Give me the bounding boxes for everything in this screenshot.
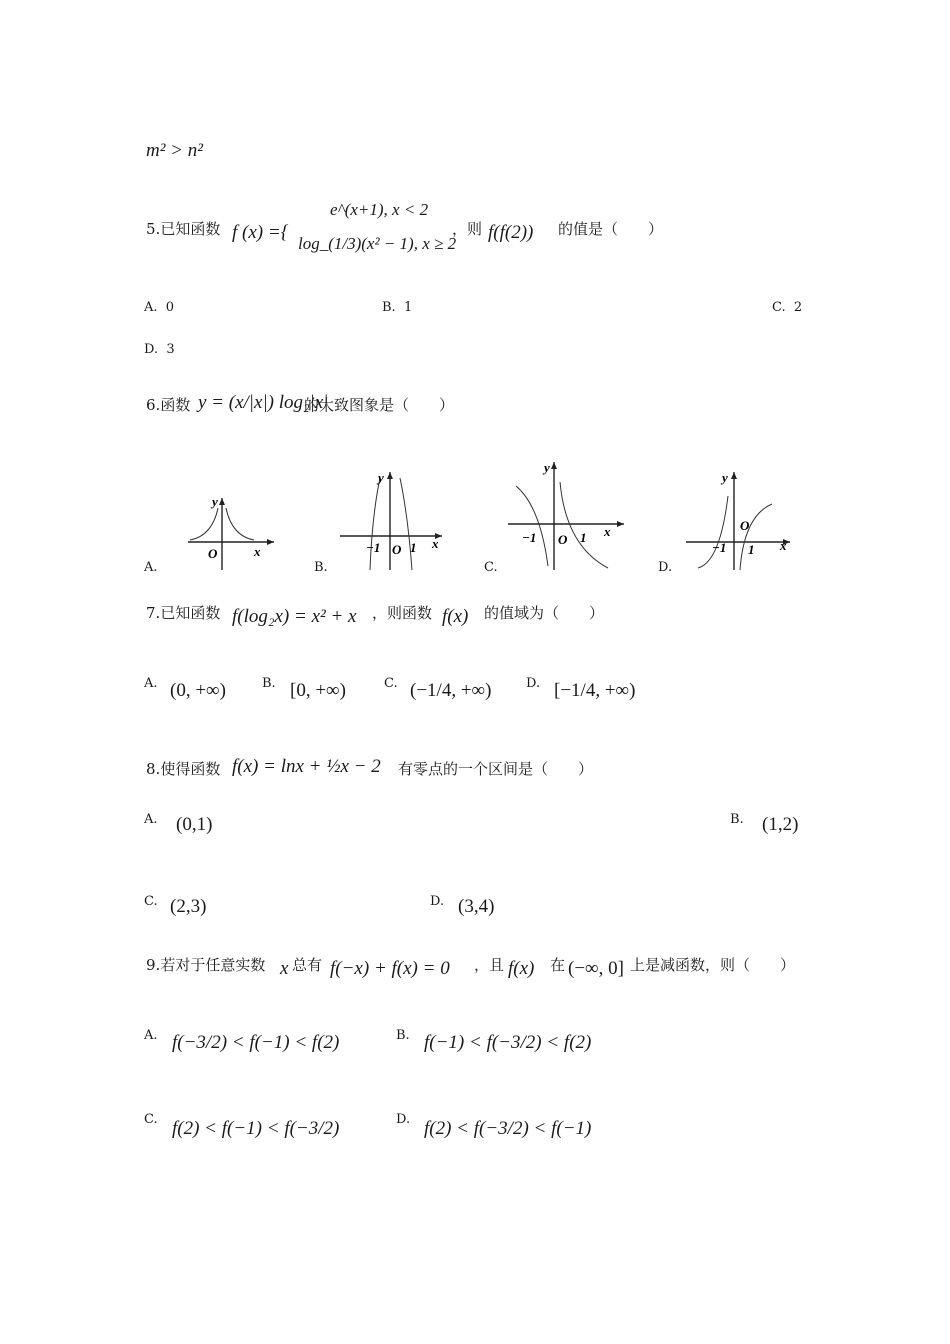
q7-option-d-label[interactable]: D. — [526, 676, 541, 691]
q8-option-d[interactable]: (3,4) — [458, 896, 495, 917]
q9-var: x — [280, 958, 289, 979]
q9-option-b-label[interactable]: B. — [396, 1028, 410, 1043]
svg-text:O: O — [740, 518, 750, 533]
q7-option-c[interactable]: (−1/4, +∞) — [410, 680, 492, 701]
q8-tail: 有零点的一个区间是（ ） — [398, 760, 594, 778]
q6-option-c-label[interactable]: C. — [484, 560, 498, 575]
q9-option-d[interactable]: f(2) < f(−3/2) < f(−1) — [424, 1118, 592, 1139]
q7-middle: ，则函数 — [372, 604, 433, 622]
q8-option-b-label[interactable]: B. — [730, 812, 744, 827]
q5-stem: 已知函数 — [160, 220, 221, 238]
q5-fx: f (x) ={ — [232, 222, 289, 243]
q7-number-stem: 7.已知函数 — [146, 604, 221, 622]
q9-fx: f(x) — [508, 958, 535, 979]
q6-graph-a[interactable] — [182, 490, 278, 572]
q7-option-c-label[interactable]: C. — [384, 676, 398, 691]
q8-number-stem: 8.使得函数 — [146, 760, 221, 778]
q9-option-b[interactable]: f(−1) < f(−3/2) < f(2) — [424, 1032, 592, 1053]
q7-option-a[interactable]: (0, +∞) — [170, 680, 226, 701]
q9-option-a-label[interactable]: A. — [144, 1028, 158, 1043]
q5-number-stem — [146, 218, 220, 239]
q6-func: y = (x/|x|) log₂|x| — [198, 392, 329, 413]
q7-func: f(log₂x) = x² + x — [232, 606, 357, 627]
svg-text:1: 1 — [410, 540, 417, 555]
svg-text:1: 1 — [748, 542, 755, 557]
q6-tail: 的大致图象是（ ） — [304, 396, 455, 414]
q7-option-a-label[interactable]: A. — [144, 676, 158, 691]
q5-ask: f(f(2)) — [488, 222, 534, 243]
q9-option-c-label[interactable]: C. — [144, 1112, 158, 1127]
q6-option-a-label[interactable]: A. — [144, 560, 158, 575]
q9-tail: 上是减函数，则（ ） — [630, 956, 796, 974]
q6-number-stem: 6.函数 — [146, 396, 191, 414]
q5-piece2: log_(1/3)(x² − 1), x ≥ 2 — [298, 234, 457, 253]
top-formula — [146, 140, 203, 162]
q9-interval: (−∞, 0] — [568, 958, 624, 979]
q6-graph-b[interactable] — [336, 466, 448, 572]
q5-option-c[interactable]: C. 2 — [772, 300, 803, 315]
q5-tail: 的值是（ ） — [558, 220, 664, 238]
top-formula-text: m² > n² — [146, 140, 203, 161]
q5-middle: ，则 — [452, 220, 483, 238]
svg-text:O: O — [208, 546, 218, 561]
q5-piece1: e^(x+1), x < 2 — [330, 200, 429, 219]
q6-option-d-label[interactable]: D. — [658, 560, 673, 575]
svg-text:−1: −1 — [712, 540, 727, 555]
svg-text:x: x — [604, 524, 611, 539]
q8-option-c[interactable]: (2,3) — [170, 896, 207, 917]
q9-cond: f(−x) + f(x) = 0 — [330, 958, 450, 979]
q9-mid1: 总有 — [292, 956, 323, 974]
q9-number-stem: 9.若对于任意实数 — [146, 956, 266, 974]
q9-mid2: ，且 — [474, 956, 505, 974]
svg-text:x: x — [254, 544, 261, 559]
q7-option-b-label[interactable]: B. — [262, 676, 276, 691]
q5-option-d[interactable]: D. 3 — [144, 342, 175, 357]
q8-option-b[interactable]: (1,2) — [762, 814, 799, 835]
svg-text:1: 1 — [580, 530, 587, 545]
svg-text:y: y — [544, 460, 550, 475]
q5-number: 5. — [146, 220, 161, 238]
q8-func: f(x) = lnx + ½x − 2 — [232, 756, 381, 777]
svg-text:−1: −1 — [522, 530, 537, 545]
svg-text:O: O — [392, 542, 402, 557]
q8-option-a-label[interactable]: A. — [144, 812, 158, 827]
q7-option-b[interactable]: [0, +∞) — [290, 680, 346, 701]
svg-text:y: y — [212, 494, 218, 509]
svg-text:−1: −1 — [366, 540, 381, 555]
q8-option-d-label[interactable]: D. — [430, 894, 445, 909]
q7-tail: 的值域为（ ） — [484, 604, 605, 622]
q6-graph-d[interactable] — [682, 466, 794, 572]
svg-text:x: x — [432, 536, 439, 551]
svg-text:O: O — [558, 532, 568, 547]
svg-text:y: y — [722, 470, 728, 485]
q9-option-d-label[interactable]: D. — [396, 1112, 411, 1127]
q7-option-d[interactable]: [−1/4, +∞) — [554, 680, 636, 701]
q9-option-c[interactable]: f(2) < f(−1) < f(−3/2) — [172, 1118, 340, 1139]
svg-text:x: x — [780, 538, 787, 553]
q7-fx: f(x) — [442, 606, 469, 627]
q5-option-a[interactable]: A. 0 — [144, 300, 175, 315]
q9-mid3: 在 — [550, 956, 566, 974]
q6-option-b-label[interactable]: B. — [314, 560, 328, 575]
q5-option-b[interactable]: B. 1 — [382, 300, 413, 315]
svg-text:y: y — [378, 470, 384, 485]
q6-graph-c[interactable] — [506, 456, 630, 572]
q8-option-c-label[interactable]: C. — [144, 894, 158, 909]
q8-option-a[interactable]: (0,1) — [176, 814, 213, 835]
q9-option-a[interactable]: f(−3/2) < f(−1) < f(2) — [172, 1032, 340, 1053]
